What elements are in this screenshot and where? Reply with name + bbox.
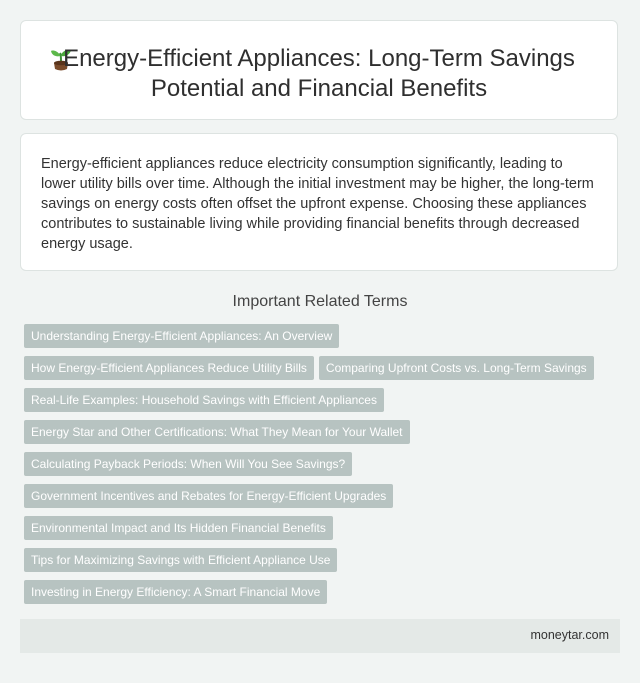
tag-row (24, 388, 624, 420)
summary-text: Energy-efficient appliances reduce electricity consumption significantly, leading to lower utility bills over time. Although the initial investment may be higher, the long-term savings on energy costs often offset the upfront expense. Choosing these appliances contributes to sustainable living while providing financial benefits through decreased energy usage. (41, 156, 594, 252)
related-term-tag[interactable]: Real-Life Examples: Household Savings with Efficient Appliances (24, 388, 384, 412)
tag-row (24, 548, 624, 580)
tag-row (24, 516, 624, 548)
related-term-tag[interactable]: Tips for Maximizing Savings with Efficient Appliance Use (24, 548, 337, 572)
related-terms-title: Important Related Terms (232, 293, 408, 310)
related-term-tag[interactable]: Understanding Energy-Efficient Appliances: An Overview (24, 324, 339, 348)
related-term-tag[interactable]: Government Incentives and Rebates for Energy-Efficient Upgrades (24, 484, 393, 508)
summary-card (20, 133, 618, 271)
related-term-tag[interactable]: Comparing Upfront Costs vs. Long-Term Savings (319, 356, 594, 380)
related-terms-list (24, 324, 624, 612)
tag-row (24, 420, 624, 452)
related-term-tag[interactable]: How Energy-Efficient Appliances Reduce Utility Bills (24, 356, 314, 380)
related-term-tag[interactable]: Environmental Impact and Its Hidden Financial Benefits (24, 516, 333, 540)
tag-row (24, 356, 624, 388)
tag-row (24, 452, 624, 484)
tag-row (24, 484, 624, 516)
related-term-tag[interactable]: Investing in Energy Efficiency: A Smart Financial Move (24, 580, 327, 604)
title-line-1: Energy-Efficient Appliances: Long-Term Savings (63, 45, 575, 72)
header-card (20, 20, 618, 120)
title-line-2: Potential and Financial Benefits (150, 75, 488, 102)
related-term-tag[interactable]: Calculating Payback Periods: When Will You See Savings? (24, 452, 352, 476)
related-term-tag[interactable]: Energy Star and Other Certifications: What They Mean for Your Wallet (24, 420, 410, 444)
footer-site-link[interactable]: moneytar.com (530, 628, 609, 642)
page-title (21, 44, 617, 104)
footer (20, 619, 620, 653)
tag-row (24, 580, 624, 612)
tag-row (24, 324, 624, 356)
